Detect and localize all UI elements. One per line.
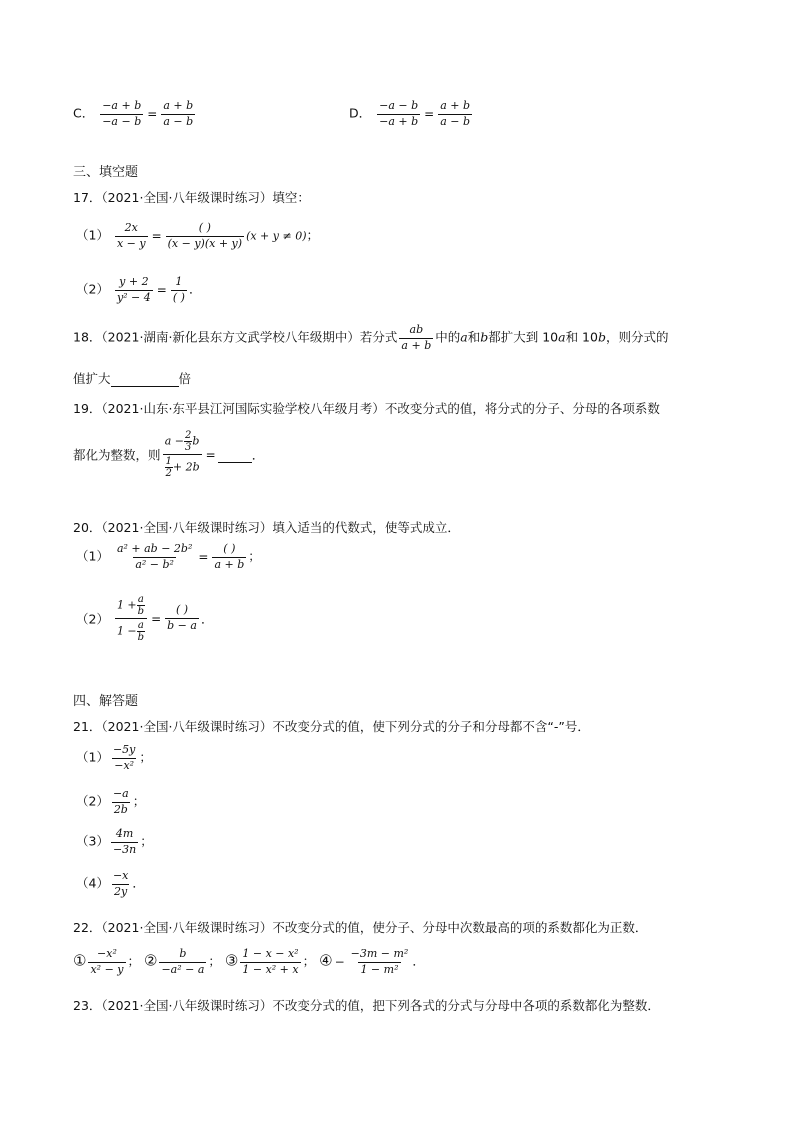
question-21-item-3 [76,828,153,856]
frac-denominator: −3n [112,842,137,856]
question-20-part-2: （2） 1 + $\frac{a}{b}$ 1 − $\frac{a}{b}$ = $\frac{( )}{b - a}$ ． [76,594,214,643]
question-21-item-2 [76,788,145,816]
question-17-part-2: （2） $\frac{y + 2}{\text{y² − 4}}$ = $\frac{1}{( )}$ ． [76,275,202,304]
frac-denominator: a − b [440,114,471,128]
frac-numerator [115,594,147,618]
minus-sign: − [334,955,345,970]
punct: ； [140,833,153,849]
var-b: b [597,329,606,345]
frac-numerator: −a [112,787,129,800]
fraction [115,276,153,304]
term: a − [164,434,185,448]
punct: ； [248,548,261,564]
frac-denominator: a + b [401,338,432,352]
frac-numerator-blank: ( ) [198,221,211,234]
punct: ． [251,447,265,463]
var-a: a [558,329,566,345]
stem-text: 倍 [178,371,192,386]
punct: ； [127,953,141,969]
question-20-stem: 20．（2021·全国·八年级课时练习）填入适当的代数式，使等式成立． [73,520,460,535]
fraction [111,744,137,772]
punct: ； [132,793,146,809]
frac-denominator: 1 − m² [360,962,399,976]
frac-numerator: −5y [112,743,136,756]
complex-fraction [163,430,202,479]
item-label: ③ [224,951,239,970]
question-20-part-1: （1） $\frac{\text{a² + ab − 2b²}}{\text{a² − b²}}$ = $\frac{( )}{a + b}$ ； [76,542,261,571]
frac-denominator: y² − 4 [116,290,151,304]
question-21-item-4 [76,870,145,898]
fraction [111,788,131,816]
punct: ． [188,281,202,297]
fraction-answer [212,543,246,571]
frac-denominator [115,618,147,643]
condition: (x + y ≠ 0) [246,229,307,243]
answer-blank[interactable] [111,371,179,387]
frac-numerator: −x [112,869,129,882]
fraction [88,948,125,976]
option-c-rhs [161,100,195,128]
punct: ； [306,227,319,243]
term: b [192,434,200,448]
frac-numerator: 2x [124,221,138,234]
fraction [349,948,411,976]
inner-fraction [137,594,145,617]
option-c-lhs [100,100,143,128]
part-label: （4） [76,875,109,891]
frac-denominator-blank: ( ) [172,290,185,304]
part-label: （2） [76,611,109,627]
frac-denominator: x² − y [90,962,124,976]
part-label: （1） [76,749,109,765]
stem-text: 值扩大 [73,371,111,386]
stem-text: 18．（2021·湖南·新化县东方文武学校八年级期中）若分式 [73,329,398,345]
fraction [111,828,138,856]
fraction [399,324,433,352]
stem-text: 和 [467,329,481,345]
question-18-stem [73,324,669,352]
frac-denominator: b − a [167,619,197,632]
part-label: （2） [76,281,109,297]
question-17-part-1: （1） $\frac{2x}{x - y}$ = $\frac{( )}{(x - y)(x + y)}$ (x + y ≠ 0)； [76,221,319,250]
frac-denominator: a² − b² [135,557,174,571]
frac-denominator: a − b [163,114,194,128]
punct: ． [132,875,145,891]
frac-denominator: −a² − a [161,962,205,976]
part-label: （1） [76,548,109,564]
frac-numerator: 2 [185,430,192,441]
frac-denominator: x − y [116,236,146,250]
question-19-line-2 [73,430,264,479]
frac-numerator: a [137,594,144,605]
fraction-answer [166,222,244,250]
option-d-label: D． [349,105,372,121]
question-22-items [73,948,425,976]
frac-denominator: (x − y)(x + y) [167,236,243,250]
frac-numerator: y + 2 [119,275,149,288]
stem-text: 中的 [435,329,461,345]
term: + 2b [172,460,200,474]
fraction [115,543,194,571]
option-d: D． $\frac{-a - b}{-a + b}$ = $\frac{a + b}{a - b}$ [349,99,471,128]
option-c-label: C． [73,105,95,121]
frac-numerator: 4m [115,827,134,840]
frac-denominator: −a + b [379,114,419,128]
frac-numerator: −3m − m² [350,947,409,960]
section-title-solve: 四、解答题 [73,694,139,709]
punct: ； [302,953,316,969]
punct: ； [139,749,152,765]
frac-numerator: −x² [97,947,117,960]
frac-denominator: 3 [185,442,192,453]
frac-numerator: a + b [163,99,194,112]
question-19-stem: 19．（2021·山东·东平县江河国际实验学校八年级月考）不改变分式的值，将分式的分子、分母的各项系数 [73,401,660,416]
item-label: ④ [319,951,333,970]
frac-denominator: 1 − x² + x [242,962,299,976]
option-d-lhs [377,100,420,128]
question-23-stem: 23．（2021·全国·八年级课时练习）不改变分式的值，把下列各式的分式与分母中各项的系数都化为整数． [73,998,660,1013]
question-21-stem: 21．（2021·全国·八年级课时练习）不改变分式的值，使下列分式的分子和分母都不含“-”号． [73,719,590,734]
frac-numerator-blank: ( ) [175,603,189,617]
frac-numerator: −a + b [102,99,142,112]
question-17-stem: 17．（2021·全国·八年级课时练习）填空： [73,190,310,205]
frac-denominator: 2y [114,884,128,898]
frac-denominator: −x² [114,758,135,772]
stem-text: 和 10 [565,329,598,345]
fraction-answer [165,604,199,632]
equals-sign: = [205,447,216,462]
frac-denominator: −a − b [102,114,142,128]
frac-numerator: 1 [175,275,183,288]
section-title-fill-in: 三、填空题 [73,165,139,180]
stem-text: ，则分式的 [605,329,669,345]
inner-fraction [137,620,145,643]
term: 1 + [116,598,137,612]
answer-blank[interactable] [218,447,252,463]
stem-text: 都化为整数，则 [73,447,161,463]
term: 1 − [116,624,137,638]
punct: ． [200,611,214,627]
frac-numerator [163,430,202,454]
frac-numerator: a² + ab − 2b² [116,542,193,555]
item-label: ② [144,951,158,970]
part-label: （2） [76,793,109,809]
frac-numerator: ab [409,323,424,336]
item-label: ① [73,951,87,970]
complex-fraction [115,594,147,643]
frac-numerator: b [179,947,187,960]
question-22-stem: 22．（2021·全国·八年级课时练习）不改变分式的值，使分子、分母中次数最高的项的系数都化为正数． [73,920,648,935]
part-label: （1） [76,227,109,243]
stem-text: 都扩大到 10 [488,329,559,345]
frac-denominator: 2 [165,468,172,479]
frac-denominator [163,454,202,479]
frac-numerator: a + b [440,99,471,112]
frac-numerator: −a − b [379,99,419,112]
frac-denominator: a + b [214,557,245,571]
frac-numerator: a [137,620,144,631]
var-a: a [460,329,468,345]
fraction [115,222,148,250]
fraction [159,948,206,976]
punct: ； [208,953,221,969]
option-c: C． $\frac{-a + b}{-a - b}$ = $\frac{a + b}{a - b}$ [73,99,194,128]
inner-fraction [165,456,173,479]
option-d-rhs [438,100,472,128]
fraction-answer [171,276,187,304]
fraction [111,870,130,898]
frac-numerator: 1 [165,456,172,467]
frac-denominator: 2b [113,802,128,816]
fraction [240,948,300,976]
frac-numerator: 1 − x − x² [242,947,299,960]
frac-denominator: b [137,606,145,617]
frac-denominator: b [137,632,145,643]
frac-numerator-blank: ( ) [223,542,236,555]
question-18-line-2 [73,369,191,387]
var-b: b [480,329,489,345]
punct: ． [412,953,425,969]
question-21-item-1 [76,744,152,772]
part-label: （3） [76,833,109,849]
